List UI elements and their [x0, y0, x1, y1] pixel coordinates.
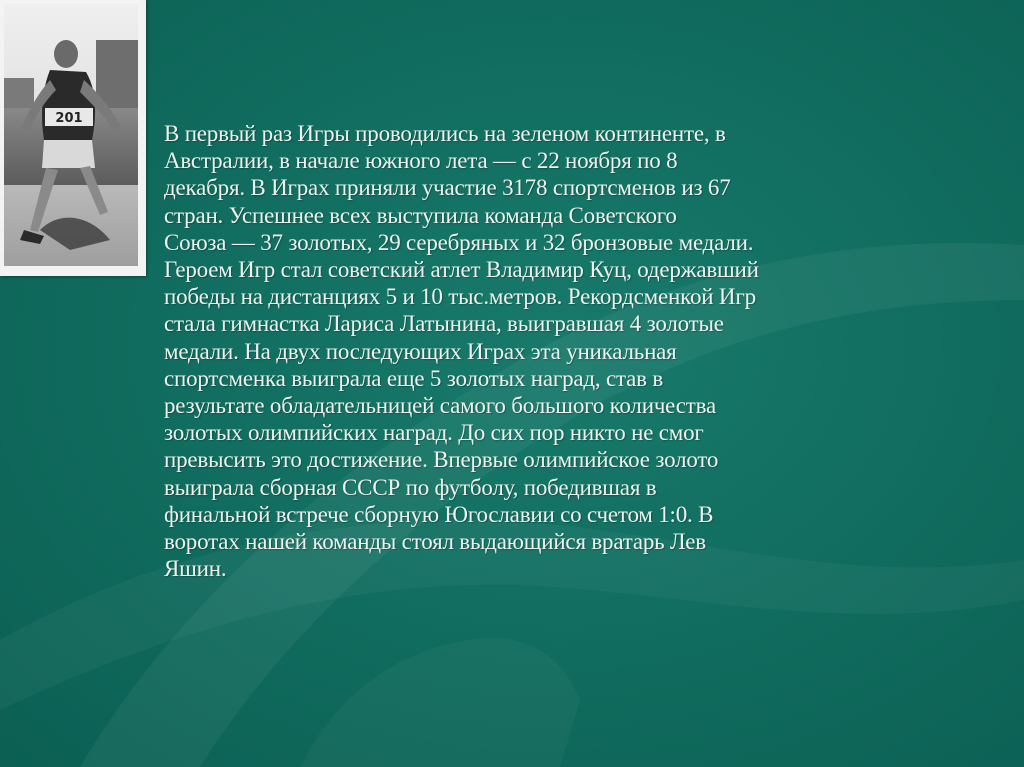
athlete-photo — [0, 0, 146, 276]
athlete-photo-drawing — [0, 0, 146, 276]
bib-number: 201 — [55, 111, 83, 126]
body-text: В первый раз Игры проводились на зеленом континенте, в Австралии, в начале южного лета — с 22 ноября по 8 декабря. В Играх приняли участие 3178 спортсменов из 67 стран. Успешнее всех выступила команда Советского Союза — 37 золотых, 29 серебряных и 32 бронзовые медали. Героем Игр стал советский атлет Владимир Куц, одержавший победы на дистанциях 5 и 10 тыс.метров. Рекордсменкой Игр стала гимнастка Лариса Латынина, выигравшая 4 золотые медали. На двух последующих Играх эта уникальная спортсменка выиграла еще 5 золотых наград, став в результате обладательницей самого большого количества золотых олимпийских наград. До сих пор никто не смог превысить это достижение. Впервые олимпийское золото выиграла сборная СССР по футболу, победившая в финальной встрече сборную Югославии со счетом 1:0. В воротах нашей команды стоял выдающийся вратарь Лев Яшин. — [164, 121, 759, 582]
